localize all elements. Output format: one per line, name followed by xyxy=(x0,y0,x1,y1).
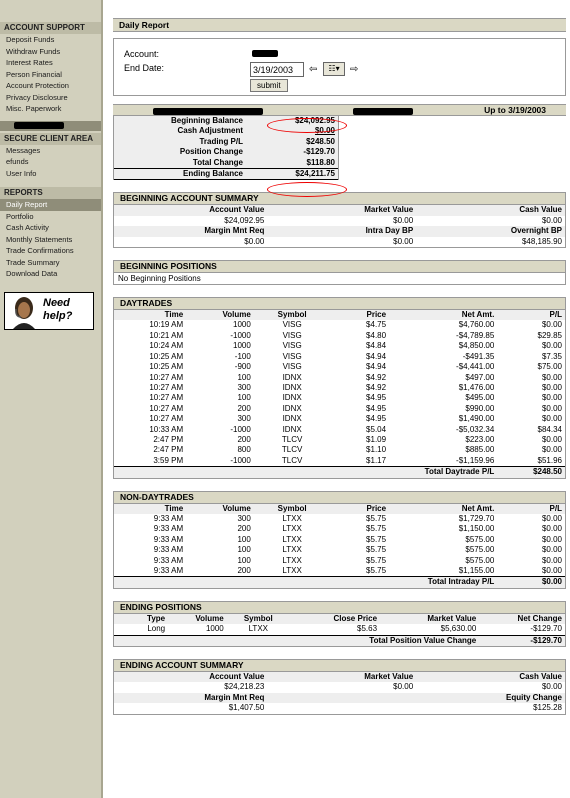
account-summary-value-row xyxy=(114,682,565,692)
help-text-line1: Need xyxy=(43,296,70,309)
total-label: Total Intraday P/L xyxy=(114,577,497,588)
table-cell: -100 xyxy=(234,351,251,361)
table-cell: $0.00 xyxy=(541,403,562,413)
account-summary-value: $1,407.50 xyxy=(228,703,265,713)
table-cell: $5.63 xyxy=(357,624,378,634)
table-cell: 200 xyxy=(237,403,251,413)
table-cell: LTXX xyxy=(282,513,302,523)
table-cell: LTXX xyxy=(282,566,302,575)
sidebar-account-items xyxy=(0,34,101,115)
total-row xyxy=(114,635,565,646)
table-cell: $0.00 xyxy=(541,445,562,455)
sidebar-item-report-4[interactable]: Trade Confirmations xyxy=(6,246,74,255)
account-summary-label: Cash Value xyxy=(519,205,562,215)
column-header: Symbol xyxy=(243,613,273,623)
total-row xyxy=(114,467,565,478)
table-cell: $4.94 xyxy=(366,362,387,372)
table-cell: -$5,032.34 xyxy=(456,424,495,434)
table-cell: TLCV xyxy=(281,445,303,455)
sidebar-item-secure-2[interactable]: User Info xyxy=(6,168,37,178)
annotation-ellipse-beginning xyxy=(267,118,347,133)
column-header: Symbol xyxy=(277,503,307,513)
table-cell: 1000 xyxy=(205,624,224,634)
table-cell: 800 xyxy=(237,445,251,455)
table-cell: 9:33 AM xyxy=(153,534,184,544)
nondaytrades-title: NON-DAYTRADES xyxy=(114,492,565,504)
account-summary-header-row xyxy=(114,672,565,682)
table-cell: $495.00 xyxy=(465,393,495,403)
table-cell: $51.96 xyxy=(537,455,562,465)
column-header: Net Amt. xyxy=(461,310,495,320)
table-cell: 10:25 AM xyxy=(149,351,184,361)
table-cell: $4.92 xyxy=(366,382,387,392)
submit-button[interactable]: submit xyxy=(250,79,288,92)
summary-label: Cash Adjustment xyxy=(177,126,243,136)
summary-value: $0.00 xyxy=(314,126,335,136)
nondaytrades-panel xyxy=(113,491,566,589)
column-header: P/L xyxy=(549,503,562,513)
table-cell: 9:33 AM xyxy=(153,566,184,575)
total-row xyxy=(114,577,565,588)
calendar-icon[interactable]: ☷▾ xyxy=(323,62,345,76)
sidebar-heading-account-support: ACCOUNT SUPPORT xyxy=(0,22,101,34)
beginning-positions xyxy=(113,260,566,285)
table-cell: $1,155.00 xyxy=(458,566,495,575)
sidebar-item-secure-0[interactable]: Messages xyxy=(6,145,41,155)
table-cell: $7.35 xyxy=(541,351,562,361)
table-cell: 100 xyxy=(237,555,251,565)
table-cell: LTXX xyxy=(248,624,268,634)
column-header: Time xyxy=(164,310,184,320)
table-cell: $223.00 xyxy=(465,434,495,444)
account-summary-label: Market Value xyxy=(364,672,414,682)
total-value: $0.00 xyxy=(497,577,565,588)
table-row xyxy=(114,393,565,403)
beginning-account-table xyxy=(114,205,565,247)
main-content xyxy=(113,0,566,715)
ending-balance-value: $24,211.75 xyxy=(295,169,335,179)
summary-row xyxy=(114,158,338,168)
table-cell: 300 xyxy=(237,414,251,424)
table-row xyxy=(114,373,565,383)
table-cell: $0.00 xyxy=(541,320,562,330)
table-cell: IDNX xyxy=(282,382,302,392)
sidebar-item-account-2[interactable]: Interest Rates xyxy=(6,58,53,67)
column-header: Net Amt. xyxy=(461,503,495,513)
end-date-label: End Date: xyxy=(124,63,165,73)
table-cell: -1000 xyxy=(230,455,251,465)
table-cell: IDNX xyxy=(282,424,302,434)
table-cell: 100 xyxy=(237,534,251,544)
table-cell: 10:27 AM xyxy=(149,414,184,424)
table-cell: 9:33 AM xyxy=(153,524,184,534)
table-row xyxy=(114,545,565,555)
table-row xyxy=(114,445,565,455)
table-cell: -$4,441.00 xyxy=(456,362,495,372)
account-summary-label: Intra Day BP xyxy=(365,226,414,236)
summary-value: $118.80 xyxy=(306,157,335,167)
summary-value: $24,092.95 xyxy=(294,116,335,125)
table-cell: $4,850.00 xyxy=(458,341,495,351)
table-cell: $4.92 xyxy=(366,372,387,382)
table-cell: $0.00 xyxy=(541,534,562,544)
ending-positions-table xyxy=(114,614,565,646)
table-cell: 1000 xyxy=(233,320,251,330)
total-value: -$129.70 xyxy=(479,635,565,646)
table-row xyxy=(114,362,565,372)
table-row xyxy=(114,383,565,393)
table-cell: 300 xyxy=(237,513,251,523)
table-cell: 200 xyxy=(237,434,251,444)
account-summary-label xyxy=(267,693,416,703)
table-cell: 10:27 AM xyxy=(149,382,184,392)
table-cell: $1,150.00 xyxy=(458,524,495,534)
account-summary-header-row xyxy=(114,226,565,236)
table-cell: $1.09 xyxy=(366,434,387,444)
table-cell: 1000 xyxy=(233,341,251,351)
account-summary-value: $0.00 xyxy=(541,682,562,692)
table-cell: LTXX xyxy=(282,534,302,544)
sidebar-item-report-0[interactable]: Daily Report xyxy=(0,199,101,211)
account-summary-value-row xyxy=(114,216,565,226)
table-cell: $0.00 xyxy=(541,513,562,523)
table-cell: 9:33 AM xyxy=(153,513,184,523)
summary-label: Trading P/L xyxy=(199,136,243,146)
table-cell: TLCV xyxy=(281,434,303,444)
daytrades-panel xyxy=(113,297,566,479)
table-cell: -$129.70 xyxy=(530,624,562,634)
table-cell: 10:27 AM xyxy=(149,372,184,382)
table-cell: $75.00 xyxy=(537,362,562,372)
table-cell: VISG xyxy=(282,330,302,340)
table-cell: $1.17 xyxy=(366,455,387,465)
annotation-ellipse-ending xyxy=(267,182,347,197)
sidebar-heading-reports: REPORTS xyxy=(0,187,101,199)
account-summary-label: Margin Mnt Req xyxy=(204,226,265,236)
sidebar-item-account-0[interactable]: Deposit Funds xyxy=(6,35,55,44)
table-row xyxy=(114,425,565,435)
sidebar-secure-items xyxy=(0,145,101,180)
account-summary-label: Market Value xyxy=(364,205,414,215)
table-row xyxy=(114,624,565,635)
column-header: Price xyxy=(366,310,387,320)
table-cell: $4,760.00 xyxy=(458,320,495,330)
table-cell: 200 xyxy=(237,566,251,575)
table-cell: LTXX xyxy=(282,524,302,534)
account-summary-value: $0.00 xyxy=(541,215,562,225)
help-text-line2: help? xyxy=(43,309,73,322)
table-cell: IDNX xyxy=(282,372,302,382)
table-cell: $84.34 xyxy=(537,424,562,434)
table-cell: 10:33 AM xyxy=(149,424,184,434)
account-summary-value-row xyxy=(114,703,565,713)
account-summary-label: Account Value xyxy=(209,672,265,682)
account-summary-value xyxy=(267,703,416,713)
account-summary-value: $48,185.90 xyxy=(521,236,562,246)
daytrades-title: DAYTRADES xyxy=(114,298,565,310)
sidebar-item-account-6[interactable]: Misc. Paperwork xyxy=(6,104,62,113)
sidebar xyxy=(0,0,103,798)
sidebar-item-account-3[interactable]: Person Financial xyxy=(6,69,62,79)
account-summary-value: $24,092.95 xyxy=(224,215,265,225)
table-header-row xyxy=(114,614,565,624)
ending-account-title: ENDING ACCOUNT SUMMARY xyxy=(114,660,565,672)
table-cell: 10:25 AM xyxy=(149,362,184,372)
table-row xyxy=(114,341,565,351)
table-cell: $0.00 xyxy=(541,566,562,575)
total-label: Total Daytrade P/L xyxy=(114,467,497,478)
column-header: Market Value xyxy=(427,613,477,623)
table-cell: $4.95 xyxy=(366,403,387,413)
table-cell: -900 xyxy=(234,362,251,372)
summary-row xyxy=(114,147,338,157)
account-summary-value: $0.00 xyxy=(393,236,414,246)
ending-balance-label: Ending Balance xyxy=(182,169,243,179)
table-cell: $5.75 xyxy=(366,566,387,575)
table-cell: IDNX xyxy=(282,414,302,424)
table-cell: $497.00 xyxy=(465,372,495,382)
table-cell: $0.00 xyxy=(541,524,562,534)
table-cell: $0.00 xyxy=(541,372,562,382)
table-cell: 200 xyxy=(237,524,251,534)
table-cell: $0.00 xyxy=(541,393,562,403)
table-cell: 9:33 AM xyxy=(153,545,184,555)
summary-value: $248.50 xyxy=(306,136,335,146)
ending-account-summary xyxy=(113,659,566,715)
table-cell: $575.00 xyxy=(465,534,495,544)
table-cell: $990.00 xyxy=(465,403,495,413)
total-value: $248.50 xyxy=(497,467,565,478)
balance-summary xyxy=(113,104,566,180)
account-summary-label: Account Value xyxy=(209,205,265,215)
table-cell: $575.00 xyxy=(465,555,495,565)
summary-row xyxy=(114,137,338,147)
account-summary-header-row xyxy=(114,205,565,215)
table-cell: 100 xyxy=(237,545,251,555)
column-header: Type xyxy=(147,613,166,623)
summary-value: -$129.70 xyxy=(303,147,335,157)
sidebar-item-account-1[interactable]: Withdraw Funds xyxy=(6,46,61,56)
table-cell: IDNX xyxy=(282,403,302,413)
sidebar-heading-secure: SECURE CLIENT AREA xyxy=(0,133,101,145)
account-summary-label: Overnight BP xyxy=(510,226,562,236)
table-cell: $1.10 xyxy=(366,445,387,455)
beginning-positions-text: No Beginning Positions xyxy=(118,274,201,284)
table-cell: VISG xyxy=(282,362,302,372)
table-cell: $5.75 xyxy=(366,524,387,534)
table-cell: 9:33 AM xyxy=(153,555,184,565)
column-header: Volume xyxy=(195,613,224,623)
table-cell: 10:24 AM xyxy=(149,341,184,351)
account-summary-header-row xyxy=(114,693,565,703)
column-header: Symbol xyxy=(277,310,307,320)
table-cell: 100 xyxy=(237,372,251,382)
account-redacted xyxy=(252,50,278,57)
account-summary-value: $0.00 xyxy=(244,236,265,246)
ending-account-table xyxy=(114,672,565,714)
account-summary-value: $24,218.23 xyxy=(224,682,265,692)
table-cell: $5.75 xyxy=(366,545,387,555)
table-cell: VISG xyxy=(282,341,302,351)
table-cell: 10:21 AM xyxy=(149,330,184,340)
table-row xyxy=(114,456,565,467)
beginning-account-summary xyxy=(113,192,566,248)
table-row xyxy=(114,414,565,424)
summary-up-to: Up to 3/19/2003 xyxy=(484,105,546,115)
nondaytrades-table xyxy=(114,504,565,588)
table-row xyxy=(114,524,565,534)
next-date-arrow-icon[interactable]: ⇨ xyxy=(350,64,359,75)
table-cell: 2:47 PM xyxy=(153,445,184,455)
table-cell: $0.00 xyxy=(541,414,562,424)
table-cell: Long xyxy=(147,624,166,634)
table-cell: $0.00 xyxy=(541,434,562,444)
table-header-row xyxy=(114,504,565,514)
table-cell: 2:47 PM xyxy=(153,434,184,444)
sidebar-item-report-6[interactable]: Download Data xyxy=(6,269,58,278)
table-cell: $4.80 xyxy=(366,330,387,340)
table-cell: VISG xyxy=(282,320,302,330)
account-summary-label: Equity Change xyxy=(505,692,562,702)
table-cell: $4.75 xyxy=(366,320,387,330)
table-cell: -$1,159.96 xyxy=(456,455,495,465)
column-header: Time xyxy=(164,503,184,513)
table-cell: $5,630.00 xyxy=(440,624,477,634)
summary-label: Beginning Balance xyxy=(170,116,243,125)
account-summary-label: Margin Mnt Req xyxy=(204,692,265,702)
sidebar-item-report-5[interactable]: Trade Summary xyxy=(6,257,60,267)
table-cell: $4.95 xyxy=(366,414,387,424)
sidebar-item-report-3[interactable]: Monthly Statements xyxy=(6,234,73,244)
sidebar-item-account-5[interactable]: Privacy Disclosure xyxy=(6,92,68,102)
summary-label: Position Change xyxy=(179,147,243,157)
table-cell: $5.04 xyxy=(366,424,387,434)
table-row xyxy=(114,404,565,414)
table-row xyxy=(114,514,565,524)
table-cell: $5.75 xyxy=(366,513,387,523)
need-help-button[interactable] xyxy=(4,292,94,330)
beginning-account-title: BEGINNING ACCOUNT SUMMARY xyxy=(114,193,565,205)
column-header: Price xyxy=(366,503,387,513)
prev-date-arrow-icon[interactable]: ⇦ xyxy=(309,64,318,75)
table-cell: 10:19 AM xyxy=(149,320,184,330)
table-cell: -$491.35 xyxy=(462,351,495,361)
table-cell: $1,476.00 xyxy=(458,382,495,392)
account-summary-value: $0.00 xyxy=(393,215,414,225)
account-summary-value: $125.28 xyxy=(533,703,562,713)
table-cell: 100 xyxy=(237,393,251,403)
table-cell: $1,490.00 xyxy=(458,414,495,424)
table-cell: -$4,789.85 xyxy=(456,330,495,340)
table-row xyxy=(114,352,565,362)
table-cell: -1000 xyxy=(230,330,251,340)
table-cell: LTXX xyxy=(282,545,302,555)
table-cell: $885.00 xyxy=(465,445,495,455)
table-cell: $5.75 xyxy=(366,555,387,565)
column-header: Close Price xyxy=(333,613,378,623)
table-cell: $575.00 xyxy=(465,545,495,555)
table-cell: IDNX xyxy=(282,393,302,403)
sidebar-item-secure-1[interactable]: efunds xyxy=(6,157,29,166)
sidebar-item-report-1[interactable]: Portfolio xyxy=(6,211,34,221)
table-cell: VISG xyxy=(282,351,302,361)
table-cell: $4.94 xyxy=(366,351,387,361)
end-date-input[interactable] xyxy=(250,62,304,77)
table-cell: $4.84 xyxy=(366,341,387,351)
sidebar-report-items xyxy=(0,199,101,280)
account-summary-value: $0.00 xyxy=(393,682,414,692)
summary-header xyxy=(113,104,566,116)
sidebar-item-account-4[interactable]: Account Protection xyxy=(6,81,69,90)
table-cell: TLCV xyxy=(281,455,303,465)
table-row xyxy=(114,331,565,341)
support-agent-icon xyxy=(9,295,39,329)
account-summary-label: Cash Value xyxy=(519,672,562,682)
table-row xyxy=(114,535,565,545)
ending-positions-panel xyxy=(113,601,566,647)
table-cell: 10:27 AM xyxy=(149,393,184,403)
table-cell: $0.00 xyxy=(541,555,562,565)
table-cell: $0.00 xyxy=(541,341,562,351)
table-cell: $0.00 xyxy=(541,545,562,555)
table-cell: 3:59 PM xyxy=(153,455,184,465)
table-cell: $5.75 xyxy=(366,534,387,544)
table-cell: 10:27 AM xyxy=(149,403,184,413)
sidebar-item-report-2[interactable]: Cash Activity xyxy=(6,223,49,232)
total-label: Total Position Value Change xyxy=(114,635,479,646)
table-row xyxy=(114,435,565,445)
table-cell: $29.85 xyxy=(537,330,562,340)
table-cell: 300 xyxy=(237,382,251,392)
summary-label: Total Change xyxy=(192,157,243,167)
table-cell: LTXX xyxy=(282,555,302,565)
table-row xyxy=(114,566,565,577)
page-title: Daily Report xyxy=(113,18,566,32)
table-cell: $0.00 xyxy=(541,382,562,392)
column-header: P/L xyxy=(549,310,562,320)
table-cell: $4.95 xyxy=(366,393,387,403)
table-cell: $1,729.70 xyxy=(458,513,495,523)
table-cell: -1000 xyxy=(230,424,251,434)
ending-positions-title: ENDING POSITIONS xyxy=(114,602,565,614)
account-label: Account: xyxy=(124,49,160,59)
sidebar-redacted-row xyxy=(0,121,101,131)
report-filter-form xyxy=(113,38,566,96)
column-header: Volume xyxy=(222,310,251,320)
daytrades-table xyxy=(114,310,565,478)
column-header: Volume xyxy=(222,503,251,513)
beginning-positions-title: BEGINNING POSITIONS xyxy=(114,261,565,273)
table-row xyxy=(114,556,565,566)
account-summary-value-row xyxy=(114,237,565,247)
column-header: Net Change xyxy=(517,613,562,623)
table-header-row xyxy=(114,310,565,320)
table-row xyxy=(114,320,565,330)
